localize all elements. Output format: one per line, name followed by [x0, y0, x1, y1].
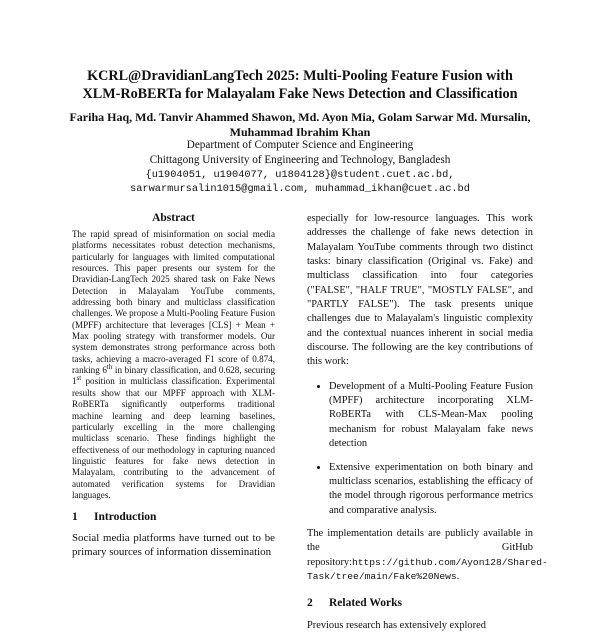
- left-column: [72, 212, 275, 559]
- authors-line: Muhammad Ibrahim Khan: [229, 125, 371, 139]
- abstract-text-part: position in multiclass classification. Experimental results show that our MPFF approach with XLM-RoBERTa significantly outperforms traditional machine learning and deep learning baselines, particularly excelling in the more challenging multiclass scenario. These findings highlight the effectiveness of our methodology in capturing nuanced linguistic features for fake news detection in Malayalam, contributing to the advancement of automated verification systems for Dravidian languages.: [72, 376, 275, 500]
- paper-title: [40, 67, 560, 103]
- section-number: 2: [307, 597, 313, 610]
- author-list: [40, 110, 560, 140]
- title-line: XLM-RoBERTa for Malayalam Fake News Detection and Classification: [82, 86, 518, 102]
- paragraph: especially for low-resource languages. This work addresses the challenge of fake news detection in Malayalam YouTube comments through two distinct tasks: binary classification (Original vs. Fake) and multiclass classification into four categories ("FALSE", "HALF TRUE", "MOSTLY FALSE", and "PARTLY FALSE"). The task presents unique challenges due to Malayalam's linguistic complexity and the contextual nuances inherent in social media discourse. The following are the key contributions of this work:: [307, 213, 533, 368]
- affiliation-block: [40, 138, 560, 197]
- abstract-text-part: in binary classification, and 0.628, securing 1: [72, 365, 275, 387]
- implementation-text: The implementation details are publicly available in the GitHub repository:: [307, 527, 533, 568]
- implementation-paragraph: [307, 527, 548, 584]
- ordinal-suffix: th: [106, 363, 113, 372]
- authors-line: Fariha Haq, Md. Tanvir Ahammed Shawon, Md. Ayon Mia, Golam Sarwar Md. Mursalin,: [69, 110, 531, 124]
- department: Department of Computer Science and Engineering: [186, 139, 414, 151]
- related-works-text: Previous research has extensively explored: [307, 619, 486, 631]
- introduction-text: Social media platforms have turned out to be primary sources of information dissemination: [72, 532, 275, 559]
- ordinal-suffix: st: [76, 374, 82, 383]
- emails-line: sarwarmursalin1015@gmail.com, muhammad_ikhan@cuet.ac.bd: [130, 183, 470, 196]
- title-line: KCRL@DravidianLangTech 2025: Multi-Pooling Feature Fusion with: [87, 68, 513, 84]
- abstract-heading: Abstract: [152, 212, 195, 224]
- emails-line: {u1904051, u1904077, u1804128}@student.cuet.ac.bd,: [145, 168, 455, 181]
- section-heading-introduction: [72, 511, 275, 523]
- abstract-text-part: The rapid spread of misinformation on social media platforms necessitates robust detection mechanisms, particularly for languages with limited computational resources. This paper presents our system for the Dravidian-LangTech 2025 shared task on Fake News Detection in Malayalam YouTube comments, addressing both binary and multiclass classification challenges. We propose a Multi-Pooling Feature Fusion (MPFF) architecture that leverages [CLS] + Mean + Max pooling strategy with transformer models. Our system demonstrates strong performance across both tasks, achieving a macro-averaged F1 score of 0.874, ranking 6: [72, 229, 275, 376]
- contribution-list: [307, 380, 533, 518]
- section-title: Related Works: [329, 597, 402, 610]
- github-link[interactable]: https://github.com/Ayon128/Shared-Task/tree/main/Fake%20News: [307, 556, 548, 582]
- right-column: [307, 212, 548, 633]
- university: Chittagong University of Engineering and Technology, Bangladesh: [149, 153, 451, 166]
- abstract-text: [72, 229, 275, 501]
- period: .: [456, 570, 460, 582]
- list-item: • Extensive experimentation on both binary and multiclass scenarios, establishing the efficacy of the model through rigorous performance metrics and comparative analysis.: [329, 461, 533, 518]
- section-heading-related-works: [307, 596, 533, 610]
- section-title: Introduction: [94, 511, 157, 524]
- section-number: 1: [72, 511, 78, 524]
- list-item: • Development of a Multi-Pooling Feature Fusion (MPFF) architecture incorporating XLM-RoBERTa with CLS-Mean-Max pooling mechanism for robust Malayalam fake news detection: [329, 380, 533, 452]
